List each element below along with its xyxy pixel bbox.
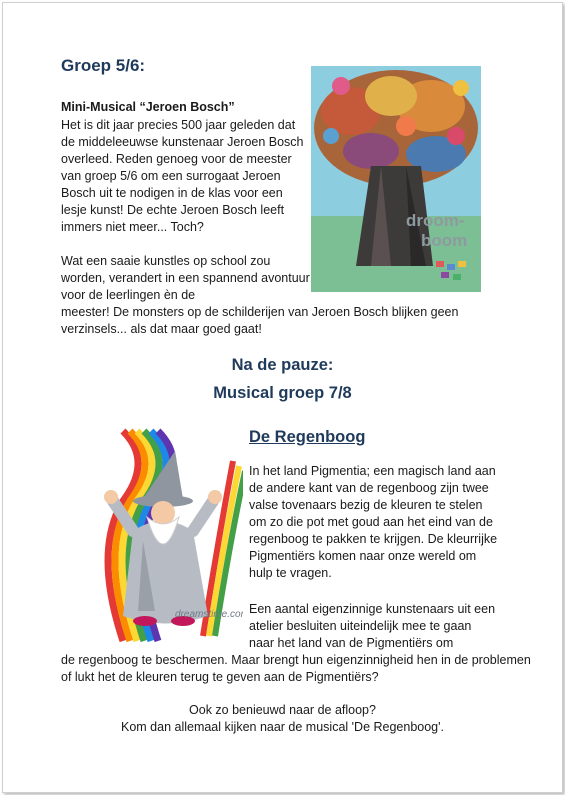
de-regenboog-title: De Regenboog — [249, 428, 366, 446]
paragraph-pigmentia: In het land Pigmentia; een magisch land aan de andere kant van de regenboog zijn twee valse tovenaars bezig de kleuren te stelen om zo die pot met goud aan het eind van de regenboog te pakken te krijgen. De kleurrijke Pigmentiërs komen naar onze wereld om hulp te vragen. — [249, 464, 498, 580]
heading-musical-groep-7-8: Musical groep 7/8 — [213, 384, 352, 402]
painting-text-droom: droom- — [406, 211, 465, 230]
paragraph-kunstenaars-start: Een aantal eigenzinnige kunstenaars uit een atelier besluiten uiteindelijk mee te gaan naar het land van de Pigmentiërs om — [249, 602, 496, 650]
mini-musical-subtitle: Mini-Musical “Jeroen Bosch” — [61, 100, 235, 114]
closing-text — [3, 702, 562, 736]
droomboom-painting-image — [311, 66, 481, 292]
wizard-rainbow-illustration — [83, 421, 243, 643]
closing-line-2: Kom dan allemaal kijken naar de musical 'De Regenboog'. — [120, 720, 444, 734]
paragraph-avontuur-start: Wat een saaie kunstles op school zou worden, verandert in een spannend avontuur voor de leerlingen èn de — [61, 254, 310, 302]
paragraph-intro: Het is dit jaar precies 500 jaar geleden dat de middeleeuwse kunstenaar Jeroen Bosch overleed. Reden genoeg voor de meester van groep 5/6 om een surrogaat Jeroen Bosch uit te nodigen in de klas voor een lesje kunst! De echte Jeroen Bosch leeft immers niet meer... Toch? — [61, 118, 304, 234]
paragraph-avontuur-end: meester! De monsters op de schilderijen van Jeroen Bosch blijken geen verzinsels... als dat maar goed gaat! — [61, 305, 459, 336]
closing-line-1: Ook zo benieuwd naar de afloop? — [189, 703, 376, 717]
document-page — [2, 2, 563, 793]
illustration-watermark: dreamstime.com — [175, 609, 243, 620]
paragraph-kunstenaars-end: de regenboog te beschermen. Maar brengt hun eigenzinnigheid hen in de problemen of lukt het de kleuren terug te geven aan de Pigmentiërs? — [61, 653, 531, 684]
heading-na-de-pauze: Na de pauze: — [231, 356, 334, 374]
section-title-groep-5-6: Groep 5/6: — [61, 56, 146, 75]
painting-text-boom: boom — [421, 231, 468, 250]
